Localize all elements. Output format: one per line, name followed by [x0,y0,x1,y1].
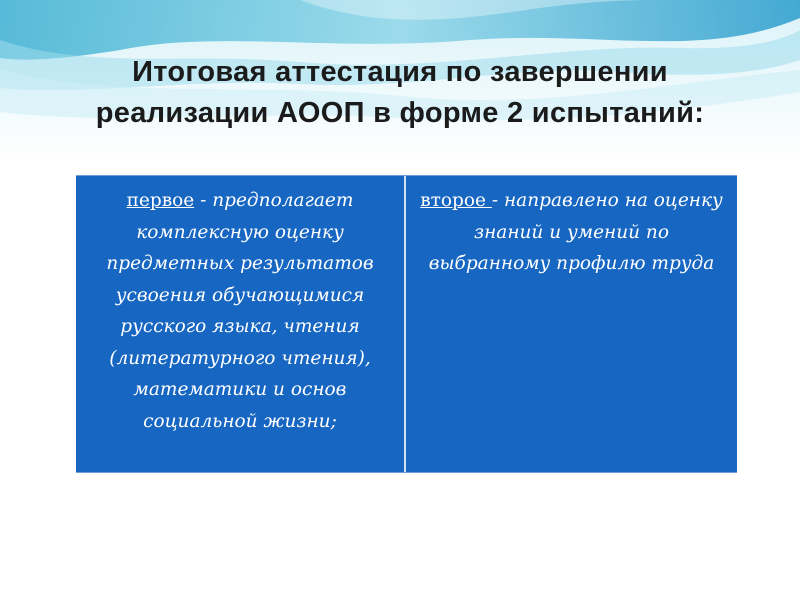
slide-title [40,52,760,134]
slide-title-line-1: Итоговая аттестация по завершении [132,56,668,88]
slide-title-line-2: реализации АООП в форме 2 испытаний: [95,97,705,129]
tests-table [76,175,737,473]
first-test-description: - предполагает комплексную оценку предметных результатов усвоения обучающимися русского языка, чтения (литературного чтения), математики и основ социальной жизни; [106,190,374,432]
second-test-keyword: второе [420,190,492,211]
second-test-description: - направлено на оценку знаний и умений по выбранному профилю труда [428,190,723,274]
table-cell-first-test [76,176,406,472]
first-test-keyword: первое [126,190,195,211]
table-cell-second-test [406,176,737,472]
